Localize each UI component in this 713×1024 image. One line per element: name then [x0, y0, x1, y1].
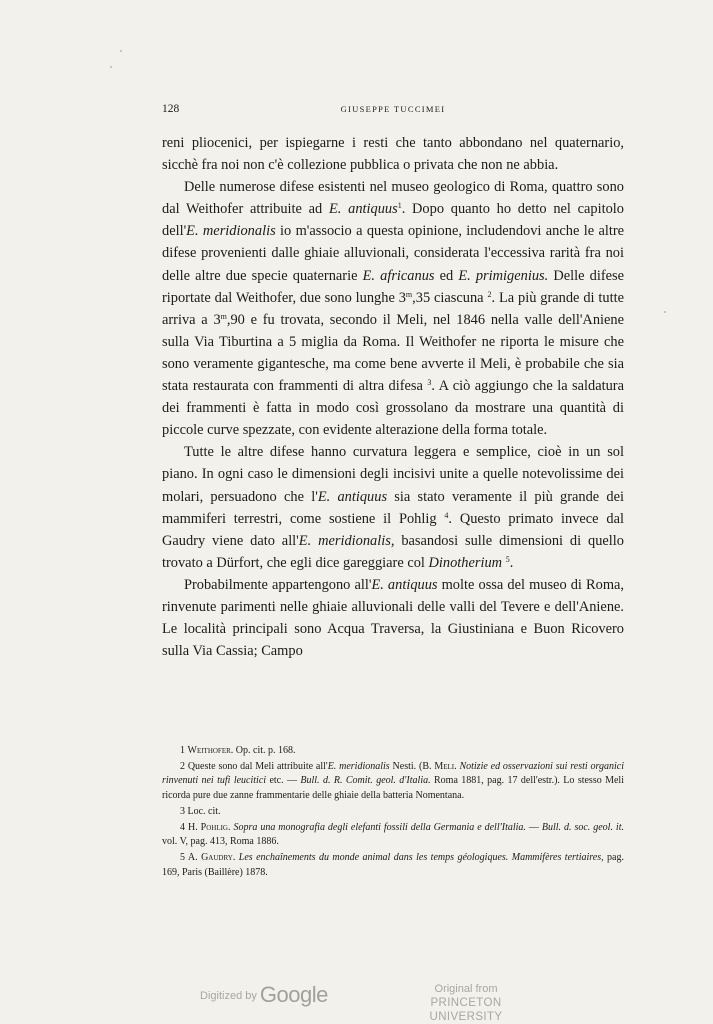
footnote-ref: 4 — [444, 510, 449, 520]
paragraph-2: Delle numerose difese esistenti nel museo geologico di Roma, quattro sono dal Weithofer attribuite ad E. antiquus$^1$. Dopo quanto ho detto nel capitolo dell'E. meridionalis io m'associo a questa opinione, includendovi anche le altre difese provenienti dalle ghiaie alluvionali, considerata l'eccessiva rarità fra noi delle altre due specie quaternarie E. africanus ed E. primigenius. Delle difese riportate dal Weithofer, due sono lunghe 3$^m$,35 ciascuna $^2$. La più grande di tutte arriva a 3$^m$,90 e fu trovata, secondo il Meli, nel 1846 nella valle dell'Aniene sulla Via Tiburtina a 5 miglia da Roma. Il Weithofer ne riporta le misure che sono veramente gigantesche, ma come bene avverte il Meli, è probabile che sia stata restaurata con frammenti di altra difesa $^3$. A ciò aggiungo che la saldatura dei frammenti è fatta in modo così grossolano da mostrare una quantità di piccole curve spezzate, con evidente alterazione della forma totale. — [162, 179, 625, 439]
paragraph-3: Tutte le altre difese hanno curvatura leggera e semplice, cioè in un sol piano. In ogni caso le dimensioni degli incisivi unite a quelle notevolissime dei molari, persuadono che l'E. antiquus sia stato veramente il più grande dei mammiferi terrestri, come sostiene il Pohlig $^4$. Questo primato invece dal Gaudry viene dato all'E. meridionalis, basandosi sulle dimensioni di quello trovato a Dürfort, che egli dice gareggiare col Dinotherium $^5$. — [162, 444, 625, 571]
footnote-3: 3 Loc. cit. — [180, 805, 221, 817]
running-head: GIUSEPPE TUCCIMEI — [340, 104, 446, 114]
footnotes — [162, 744, 624, 882]
footnote-ref: 3 — [427, 378, 432, 388]
scan-speck — [664, 311, 666, 313]
footnote-ref: 5 — [505, 554, 510, 564]
scan-speck — [110, 66, 112, 68]
digitized-by-watermark: Digitized by Google — [200, 982, 328, 1007]
footnote-4: 4 H. Pohlig. Sopra una monografia degli elefanti fossili della Germania e dell'Italia. — Bull. d. soc. geol. it. vol. V, pag. 413, Roma 1886. — [162, 822, 624, 848]
google-logo: Google — [259, 982, 328, 1007]
paragraph-4: Probabilmente appartengono all'E. antiquus molte ossa del museo di Roma, rinvenute parimenti nelle ghiaie alluvionali delle valli del Tevere e dell'Aniene. Le località principali sono Acqua Traversa, la Giustiniana e Buon Ricovero sulla Via Cassia; Campo — [162, 576, 625, 660]
original-from-watermark: Original from PRINCETON UNIVERSITY — [429, 983, 503, 1023]
footnote-2: 2 Queste sono dal Meli attribuite all'E. meridionalis Nesti. (B. Meli. Notizie ed osservazioni sui resti organici rinvenuti nei tufi leucitici etc. — Bull. d. R. Comit. geol. d'Italia. Roma 1881, pag. 17 dell'estr.). Lo stesso Meli ricorda pure due zanne frammentarie delle ghiaie della batteria Nomentana. — [162, 761, 625, 801]
footnote-1: 1 Weithofer. Op. cit. p. 168. — [180, 745, 296, 756]
scan-speck — [120, 50, 122, 52]
footnote-ref: 2 — [487, 289, 492, 299]
body-text — [162, 132, 624, 662]
footnote-ref: 1 — [397, 201, 402, 211]
paragraph-1: reni pliocenici, per ispiegarne i resti che tanto abbondano nel quaternario, sicchè fra noi non c'è collezione pubblica o privata che non ne abbia. — [162, 135, 624, 174]
page-number: 128 — [162, 103, 180, 115]
footnote-5: 5 A. Gaudry. Les enchaînements du monde animal dans les temps géologiques. Mammifères tertiaires, pag. 169, Paris (Baillère) 1878. — [162, 852, 624, 878]
page-header — [162, 103, 624, 119]
